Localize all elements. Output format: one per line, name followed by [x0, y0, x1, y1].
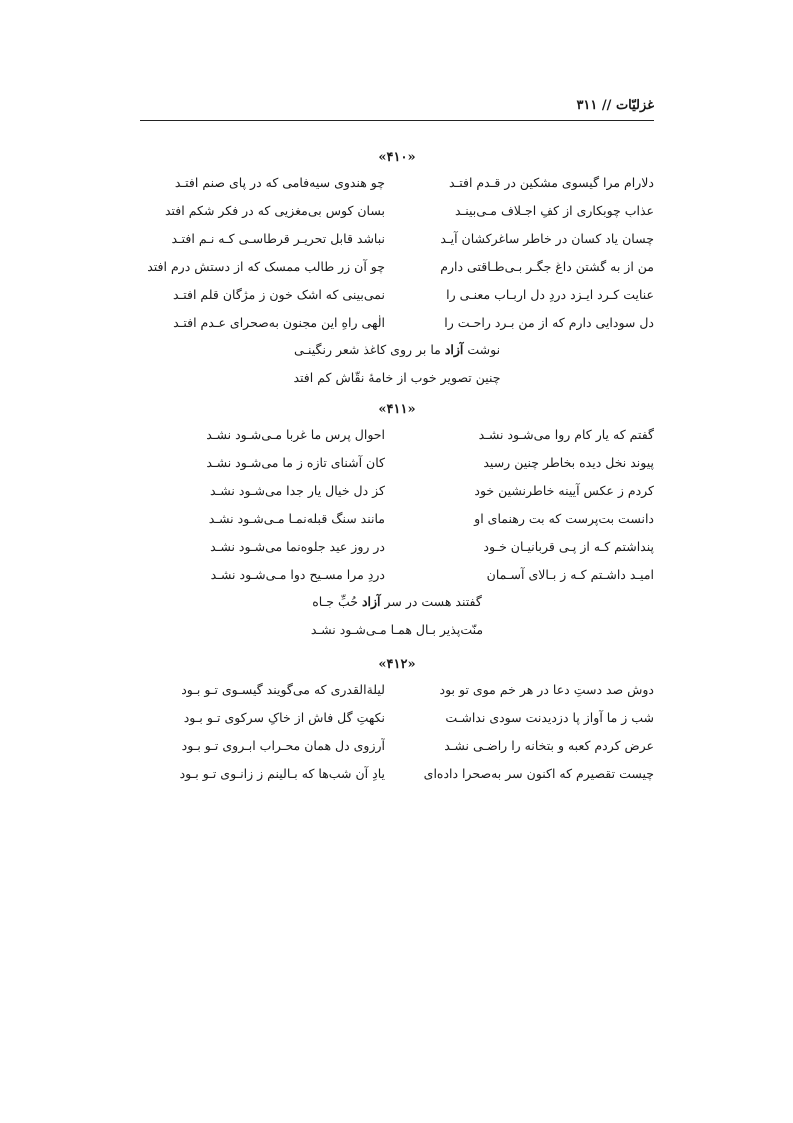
closing-line: چنین تصویر خوب از خامهٔ نقّاش کم افتد [293, 370, 501, 385]
couplet [140, 532, 654, 560]
hemistich-first: دانست بت‌پرست که بت رهنمای او [474, 510, 654, 526]
couplet [140, 675, 654, 703]
poem-412 [140, 655, 654, 787]
hemistich-second: چو هندوی سیه‌فامی که در پای صنم افتـد [174, 174, 385, 190]
hemistich-first: دلارام مرا گیسوی مشکین در قـدم افتـد [449, 174, 654, 190]
poem-410 [140, 148, 654, 392]
hemistich-second: کز دل خیال یار جدا می‌شـود نشـد [210, 482, 385, 498]
hemistich-first: عرض کردم کعبه و بتخانه را راضـی نشـد [444, 737, 654, 753]
couplet [140, 759, 654, 787]
poem-number: «۴۱۲» [378, 657, 416, 672]
hemistich-first: کردم ز عکس آیینه خاطرنشین خود [474, 482, 654, 498]
hemistich-first: پنداشتم کـه از پـی قربانیـانِ خـود [483, 538, 654, 554]
hemistich-second: لیلةالقدری که می‌گویند گیسـوی تـو بـود [181, 681, 385, 697]
couplet [140, 308, 654, 336]
hemistich-second: احوال پرس ما غربا مـی‌شـود نشـد [206, 426, 385, 442]
hemistich-second: مانند سنگ قبله‌نمـا مـی‌شـود نشـد [208, 510, 385, 526]
poet-name: آزاد [444, 342, 464, 357]
couplet [140, 703, 654, 731]
closing-line: منّت‌پذیر بـال همـا مـی‌شـود نشـد [310, 622, 484, 637]
hemistich-second: نمی‌بینی که اشک خون ز مژگانِ قلم افتـد [173, 286, 385, 302]
couplet [140, 168, 654, 196]
hemistich-first: عنایت کـرد ایـزد دردِ دل اربـاب معنـی را [446, 286, 654, 302]
hemistich-first: من از به گشتن داغِ جگـر بـی‌طـاقتی دارم [440, 258, 654, 274]
hemistich-first: امیـد داشـتم کـه ز بـالای آسـمان [486, 566, 654, 582]
poem-number: «۴۱۰» [378, 150, 416, 165]
couplet [140, 280, 654, 308]
hemistich-second: آرزوی دل همان محـراب ابـروی تـو بـود [181, 737, 385, 753]
hemistich-second: نکهتِ گل فاش از خاکِ سرکوی تـو بـود [183, 709, 385, 725]
couplet [140, 560, 654, 588]
hemistich-first: عذابِ چوبکاری از کفِ اجـلاف مـی‌بینـد [454, 202, 654, 218]
couplet [140, 731, 654, 759]
poet-name: آزاد [361, 594, 381, 609]
hemistich-first: گفتم که یار کام روا می‌شـود نشـد [478, 426, 654, 442]
poem-411 [140, 400, 654, 644]
poem-number: «۴۱۱» [378, 402, 416, 417]
closing-line: نوشت آزاد ما بر روی کاغذ شعر رنگینـی [293, 342, 501, 357]
couplet [140, 224, 654, 252]
couplet [140, 196, 654, 224]
hemistich-second: الٰهی راهِ این مجنون به‌صحرای عـدم افتـد [173, 314, 385, 330]
hemistich-second: کان آشنای تازه ز ما می‌شـود نشـد [206, 454, 385, 470]
hemistich-second: دردِ مرا مسـیح دوا مـی‌شـود نشـد [210, 566, 385, 582]
hemistich-first: چیست تقصیرم که اکنون سر به‌صحرا داده‌ای [423, 765, 654, 781]
hemistich-first: پیوند نخل دیده بخاطر چنین رسید [483, 454, 654, 470]
hemistich-first: دوش صد دستِ دعا در هر خم موی تو بود [439, 681, 654, 697]
hemistich-first: چسان یاد کسان در خاطر ساغرکشان آیـد [440, 230, 654, 246]
couplet [140, 448, 654, 476]
running-title: غزلیّات // ۳۱۱ [576, 98, 654, 113]
couplet [140, 252, 654, 280]
hemistich-second: نباشد قابلِ تحریـر قرطاسـی کـه نـم افتـد [171, 230, 385, 246]
hemistich-second: در روز عید جلوه‌نما می‌شـود نشـد [210, 538, 385, 554]
closing-line: گفتند هست در سر آزاد حُبِّ جـاه [312, 594, 482, 609]
hemistich-second: یادِ آن شب‌ها که بـالینم ز زانـوی تـو بـود [179, 765, 385, 781]
hemistich-first: دل سودایی دارم که از من بـرد راحـت را [444, 314, 654, 330]
hemistich-second: چو آن زر طالب ممسک که از دستش درم افتد [147, 258, 385, 274]
couplet [140, 420, 654, 448]
page-header [140, 94, 654, 121]
hemistich-first: شب ز ما آواز پا دزدیدنت سودی نداشـت [445, 709, 654, 725]
couplet [140, 504, 654, 532]
hemistich-second: بسان کوس بی‌مغزیی که در فکر شکم افتد [164, 202, 385, 218]
couplet [140, 476, 654, 504]
